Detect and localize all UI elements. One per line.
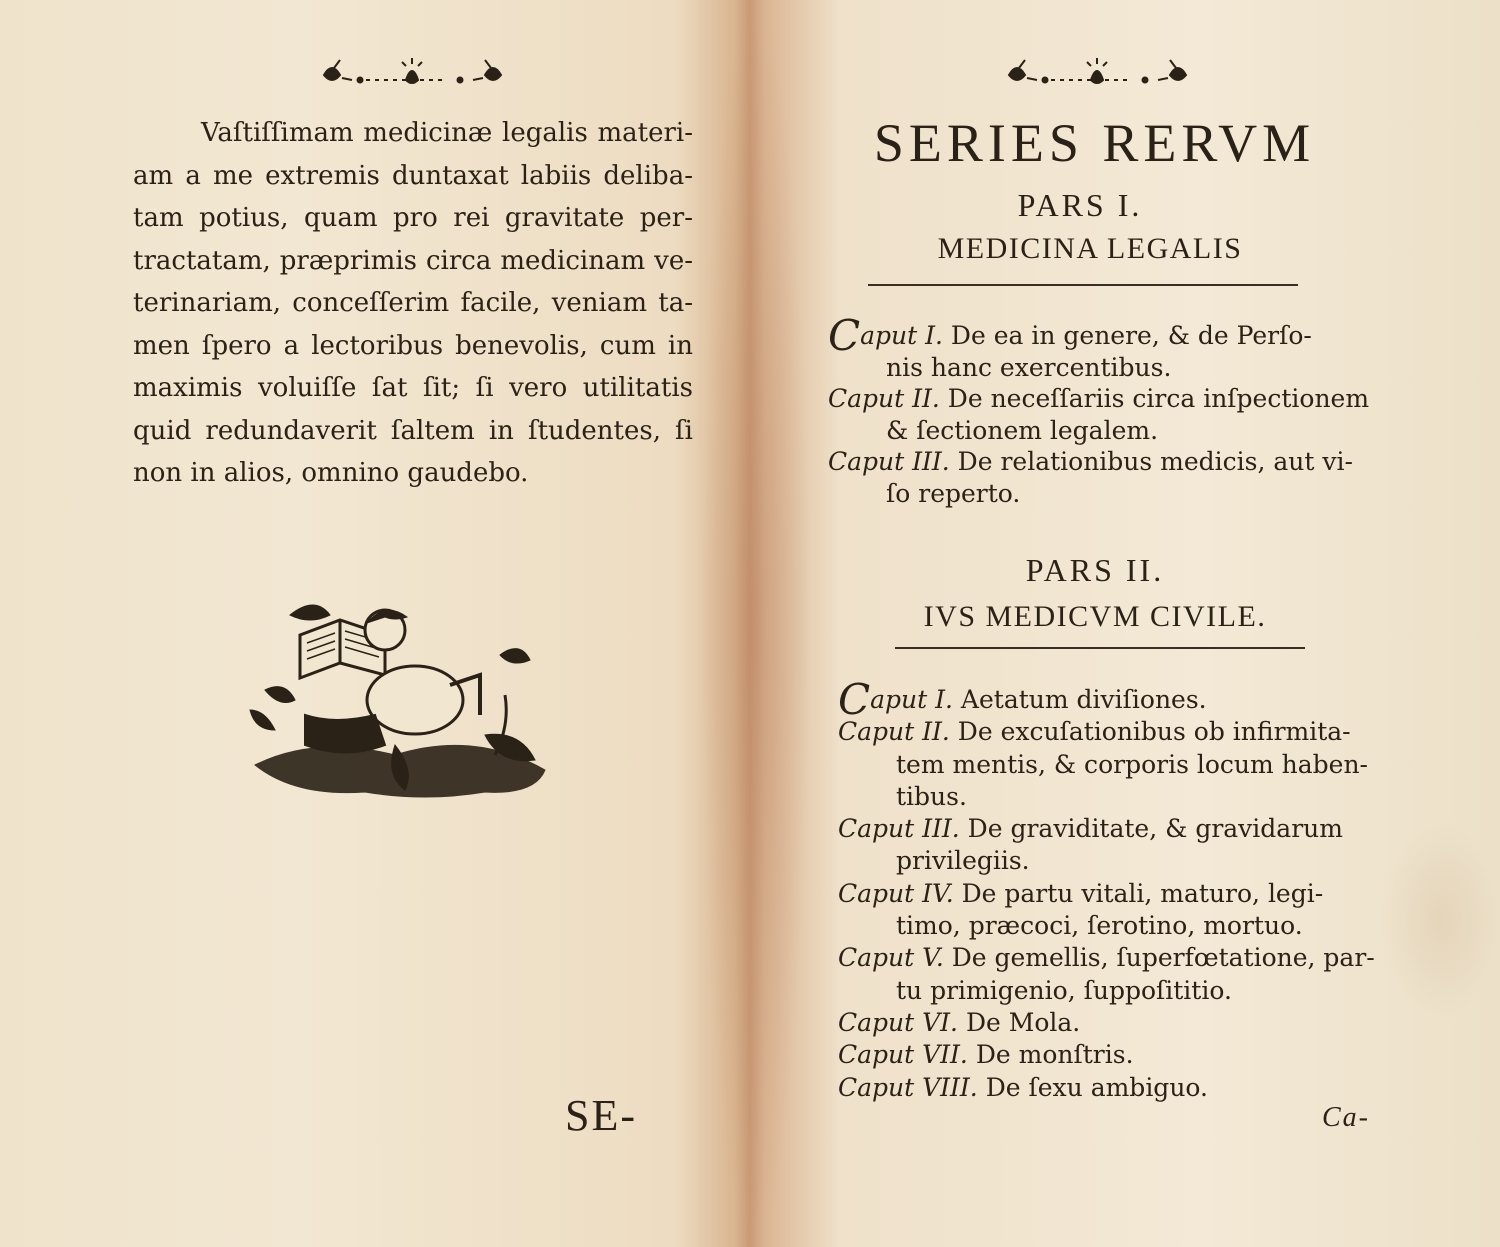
paragraph-line: non in alios, omnino gaudebo.: [133, 458, 529, 488]
chapter-title-line: De relationibus medicis, aut vi-: [957, 447, 1353, 476]
chapter-title-line: & ſectionem legalem.: [886, 415, 1159, 445]
part-subheading: IVS MEDICVM CIVILE.: [923, 600, 1267, 633]
chapter-title-line: privilegiis.: [896, 846, 1030, 876]
chapter-title-line: De ſexu ambiguo.: [985, 1072, 1208, 1102]
chapter-label: Caput III.: [828, 447, 950, 476]
part2-contents: [838, 675, 1375, 1104]
contents-entry: [838, 675, 1375, 724]
chapter-title-line: nis hanc exercentibus.: [886, 352, 1172, 382]
contents-entry: [838, 813, 1375, 878]
chapter-label: Caput VI.: [838, 1007, 959, 1037]
part1-contents: [828, 311, 1370, 509]
chapter-title-line: De gemellis, ſuperfœtatione, par-: [951, 943, 1375, 973]
section-divider: [895, 647, 1305, 649]
paragraph-line: terinariam, conceſſerim facile, veniam ta-: [133, 288, 693, 318]
floral-headpiece-icon: [320, 56, 505, 94]
putto-reading-vignette-icon: [245, 595, 555, 800]
chapter-title-line: De monſtris.: [975, 1040, 1134, 1070]
catchword: SE-: [565, 1091, 637, 1140]
chapter-title-line: De ea in genere, & de Perſo-: [950, 321, 1312, 350]
chapter-label: Caput III.: [838, 814, 960, 844]
chapter-label: Caput VIII.: [838, 1072, 978, 1102]
chapter-title-line: De neceſſariis circa inſpectionem: [947, 384, 1370, 413]
contents-entry: [828, 383, 1369, 446]
part-heading: PARS I.: [1017, 187, 1143, 223]
paragraph-line: tam potius, quam pro rei gravitate per-: [133, 203, 693, 233]
paragraph-line: Vaſtiſſimam medicinæ legalis materi-: [201, 118, 693, 148]
preface-paragraph: [133, 112, 693, 495]
chapter-label: Caput II.: [838, 717, 950, 747]
paragraph-line: tractatam, præprimis circa medicinam ve-: [133, 245, 693, 276]
catchword: Ca-: [1322, 1102, 1370, 1133]
paragraph-line: maximis voluiſſe ſat ſit; ſi vero utilitatis: [133, 373, 693, 403]
chapter-title-line: ſo reperto.: [886, 478, 1021, 508]
chapter-title-line: De excuſationibus ob infirmita-: [957, 717, 1351, 747]
contents-entry: [838, 1039, 1375, 1071]
chapter-title-line: Aetatum diviſiones.: [960, 685, 1207, 714]
paragraph-line: am a me extremis duntaxat labiis deliba-: [133, 160, 693, 191]
chapter-title-line: De partu vitali, maturo, legi-: [961, 878, 1324, 908]
chapter-label: Caput IV.: [838, 878, 954, 908]
chapter-title-line: tu primigenio, ſuppoſititio.: [896, 975, 1232, 1005]
dropcap: C: [828, 311, 861, 360]
chapter-title-line: tem mentis, & corporis locum haben-: [896, 749, 1368, 779]
contents-entry: [838, 878, 1375, 943]
chapter-title-line: De graviditate, & gravidarum: [967, 814, 1343, 844]
part-heading: PARS II.: [1025, 552, 1165, 588]
part-subheading: MEDICINA LEGALIS: [937, 232, 1243, 265]
contents-entry: [838, 716, 1375, 813]
chapter-label: aput I.: [860, 321, 943, 350]
chapter-label: Caput V.: [838, 943, 944, 973]
contents-entry: [828, 311, 1369, 383]
chapter-title-line: tibus.: [896, 781, 967, 811]
chapter-title-line: De Mola.: [965, 1007, 1081, 1037]
paragraph-line: men ſpero a lectoribus benevolis, cum in: [133, 330, 693, 361]
dropcap: C: [838, 675, 871, 724]
contents-entry: [838, 942, 1375, 1007]
chapter-label: Caput II.: [828, 384, 940, 413]
page-title: SERIES RERVM: [873, 113, 1316, 173]
floral-headpiece-icon: [1005, 56, 1190, 94]
chapter-label: aput I.: [870, 685, 953, 714]
contents-entry: [838, 1072, 1375, 1104]
section-divider: [868, 284, 1298, 286]
contents-entry: [838, 1007, 1375, 1039]
chapter-label: Caput VII.: [838, 1040, 968, 1070]
right-page: [760, 0, 1500, 1247]
chapter-title-line: timo, præcoci, ſerotino, mortuo.: [896, 911, 1303, 941]
paragraph-line: quid redundaverit ſaltem in ſtudentes, ſi: [133, 415, 693, 446]
left-page: [0, 0, 745, 1247]
contents-entry: [828, 446, 1369, 509]
